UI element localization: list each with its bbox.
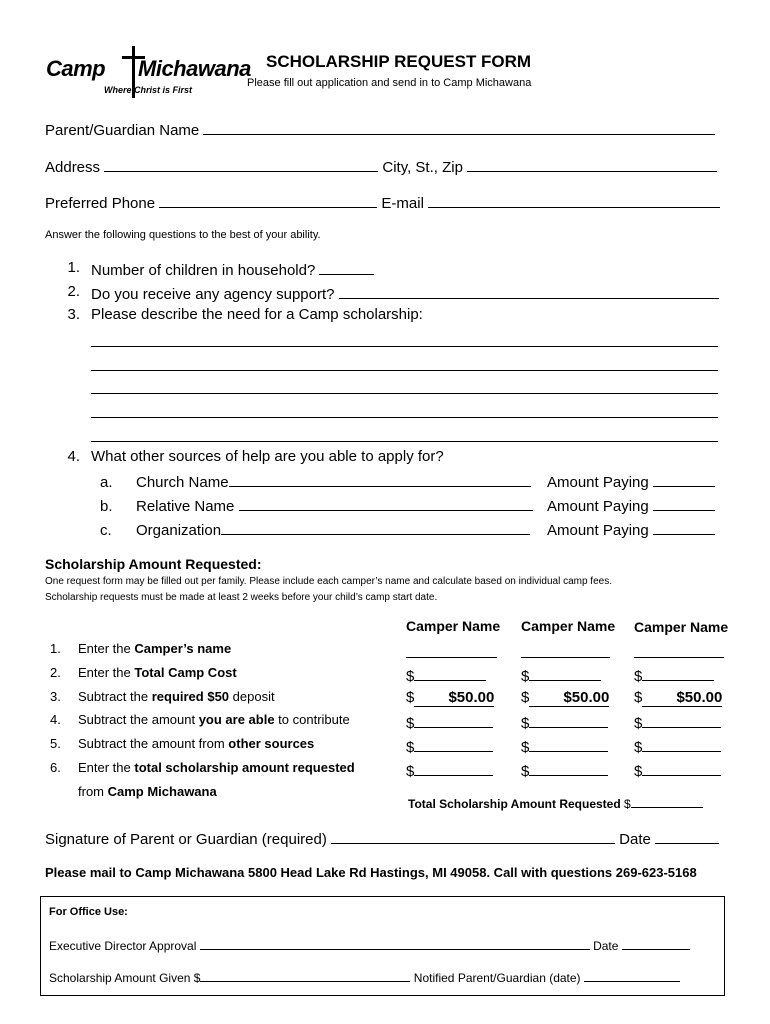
approval-date-label: Date [593,939,619,953]
question-2-text: Do you receive any agency support? [91,286,335,303]
amount-given-label: Scholarship Amount Given [49,971,191,985]
camper-1-total-cost-field[interactable] [414,665,486,681]
scholarship-note-2: Scholarship requests must be made at least 2 weeks before your child’s camp start date. [45,592,438,603]
church-amount-label: Amount Paying [547,474,649,491]
church-amount-field[interactable] [653,471,715,487]
camper-2-requested: $ [521,760,608,780]
organization-field[interactable] [221,519,530,535]
camper-2-header: Camper Name [521,618,616,634]
step-6: 6. Enter the total scholarship amount requested [50,760,355,775]
office-title: For Office Use: [49,906,128,918]
agency-support-field[interactable] [339,283,719,299]
question-3-text: Please describe the need for a Camp scholarship: [91,306,423,323]
total-scholarship-row: Total Scholarship Amount Requested $ [408,794,703,811]
signature-row [45,828,719,848]
camper-1-deposit-value: $50.00 [414,689,494,707]
camper-2-deposit: $ $50.00 [521,689,610,706]
approval-date-field[interactable] [622,937,690,950]
camp-logo [44,46,251,102]
camper-3-header: Camper Name [634,619,729,635]
camper-3-contribution-field[interactable] [642,712,721,728]
email-field[interactable] [428,192,720,208]
source-relative: b. Relative Name [100,495,533,515]
camper-2-deposit-value: $50.00 [529,689,609,707]
phone-email-row [45,192,720,212]
camper-3-deposit-value: $50.00 [642,689,722,707]
total-scholarship-label: Total Scholarship Amount Requested [408,797,621,811]
city-state-zip-field[interactable] [467,156,717,172]
question-4-text: What other sources of help are you able to apply for? [91,448,444,465]
scholarship-need-line-4[interactable] [91,417,718,418]
signature-date-label: Date [619,831,651,848]
city-state-zip-label: City, St., Zip [382,159,463,176]
camper-2-name-field[interactable] [521,657,610,658]
camper-3-other-sources-field[interactable] [642,736,721,752]
logo-word-michawana: Michawana [138,56,251,81]
step-4: 4. Subtract the amount you are able to contribute [50,712,350,727]
scholarship-need-line-1[interactable] [91,346,718,347]
relative-amount-field[interactable] [653,495,715,511]
phone-label: Preferred Phone [45,195,156,212]
organization-amount [547,519,715,539]
church-amount [547,471,715,491]
camper-3-total-cost: $ [634,665,714,685]
camper-1-contribution: $ [406,712,493,732]
total-scholarship-field[interactable] [631,794,703,808]
camper-2-total-cost: $ [521,665,601,685]
phone-field[interactable] [159,192,377,208]
step-1: 1. Enter the Camper’s name [50,641,232,656]
scholarship-need-line-2[interactable] [91,370,718,371]
instructions: Answer the following questions to the best of your ability. [45,229,321,241]
guardian-name-label: Parent/Guardian Name [45,122,200,139]
address-label: Address [45,159,101,176]
office-use-box [40,896,725,996]
amount-given-field[interactable] [200,969,410,982]
form-title: SCHOLARSHIP REQUEST FORM [266,52,532,71]
camper-1-header: Camper Name [406,618,501,634]
camper-3-total-cost-field[interactable] [642,665,714,681]
form-subtitle: Please fill out application and send in to Camp Michawana [247,77,532,89]
camper-3-contribution: $ [634,712,721,732]
camper-1-total-cost: $ [406,665,486,685]
camper-3-requested-field[interactable] [642,760,721,776]
church-name-label: Church Name [136,474,229,491]
approval-label: Executive Director Approval [49,939,197,953]
mail-note: Please mail to Camp Michawana 5800 Head Lake Rd Hastings, MI 49058. Call with questions 269-623-5168 [45,865,697,880]
signature-date-field[interactable] [655,828,719,844]
guardian-name-row [45,119,715,139]
children-count-field[interactable] [319,259,374,275]
scholarship-heading: Scholarship Amount Requested: [45,556,262,572]
church-name-field[interactable] [229,471,531,487]
organization-amount-label: Amount Paying [547,522,649,539]
camper-1-other-sources-field[interactable] [414,736,493,752]
relative-amount [547,495,715,515]
step-5: 5. Subtract the amount from other sources [50,736,315,751]
camper-1-other-sources: $ [406,736,493,756]
step-2: 2. Enter the Total Camp Cost [50,665,237,680]
camper-2-requested-field[interactable] [529,760,608,776]
office-approval-row [49,937,690,953]
camper-2-contribution: $ [521,712,608,732]
relative-name-label: Relative Name [136,498,235,515]
camper-3-deposit: $ $50.00 [634,689,723,706]
camper-1-deposit: $ $50.00 [406,689,495,706]
address-field[interactable] [104,156,378,172]
question-1-text: Number of children in household? [91,262,316,279]
approval-field[interactable] [200,937,590,950]
source-organization: c. Organization [100,519,530,539]
source-church: a. Church Name [100,471,531,491]
camper-1-contribution-field[interactable] [414,712,493,728]
scholarship-need-line-3[interactable] [91,393,718,394]
notified-date-field[interactable] [584,969,680,982]
signature-field[interactable] [331,828,615,844]
camper-1-requested: $ [406,760,493,780]
relative-amount-label: Amount Paying [547,498,649,515]
logo-tagline: Where Christ is First [104,85,193,95]
signature-label: Signature of Parent or Guardian (required) [45,831,327,848]
address-row [45,156,717,176]
camper-3-name-field[interactable] [634,657,724,658]
email-label: E-mail [381,195,424,212]
scholarship-note-1: One request form may be filled out per family. Please include each camper’s name and calculate based on individual camp fees. [45,576,612,587]
scholarship-need-line-5[interactable] [91,441,718,442]
camper-2-total-cost-field[interactable] [529,665,601,681]
guardian-name-field[interactable] [203,119,715,135]
relative-name-field[interactable] [239,495,533,511]
notified-label: Notified Parent/Guardian (date) [413,971,581,985]
camper-1-requested-field[interactable] [414,760,493,776]
camper-2-contribution-field[interactable] [529,712,608,728]
camper-3-requested: $ [634,760,721,780]
camper-2-other-sources: $ [521,736,608,756]
step-3: 3. Subtract the required $50 deposit [50,689,275,704]
office-amount-row: Scholarship Amount Given $ Notified Parent/Guardian (date) [49,969,680,985]
camper-1-name-field[interactable] [406,657,497,658]
step-6-continued: from Camp Michawana [78,784,217,799]
camper-2-other-sources-field[interactable] [529,736,608,752]
camper-3-other-sources: $ [634,736,721,756]
organization-amount-field[interactable] [653,519,715,535]
logo-word-camp: Camp [46,56,106,81]
organization-label: Organization [136,522,222,539]
